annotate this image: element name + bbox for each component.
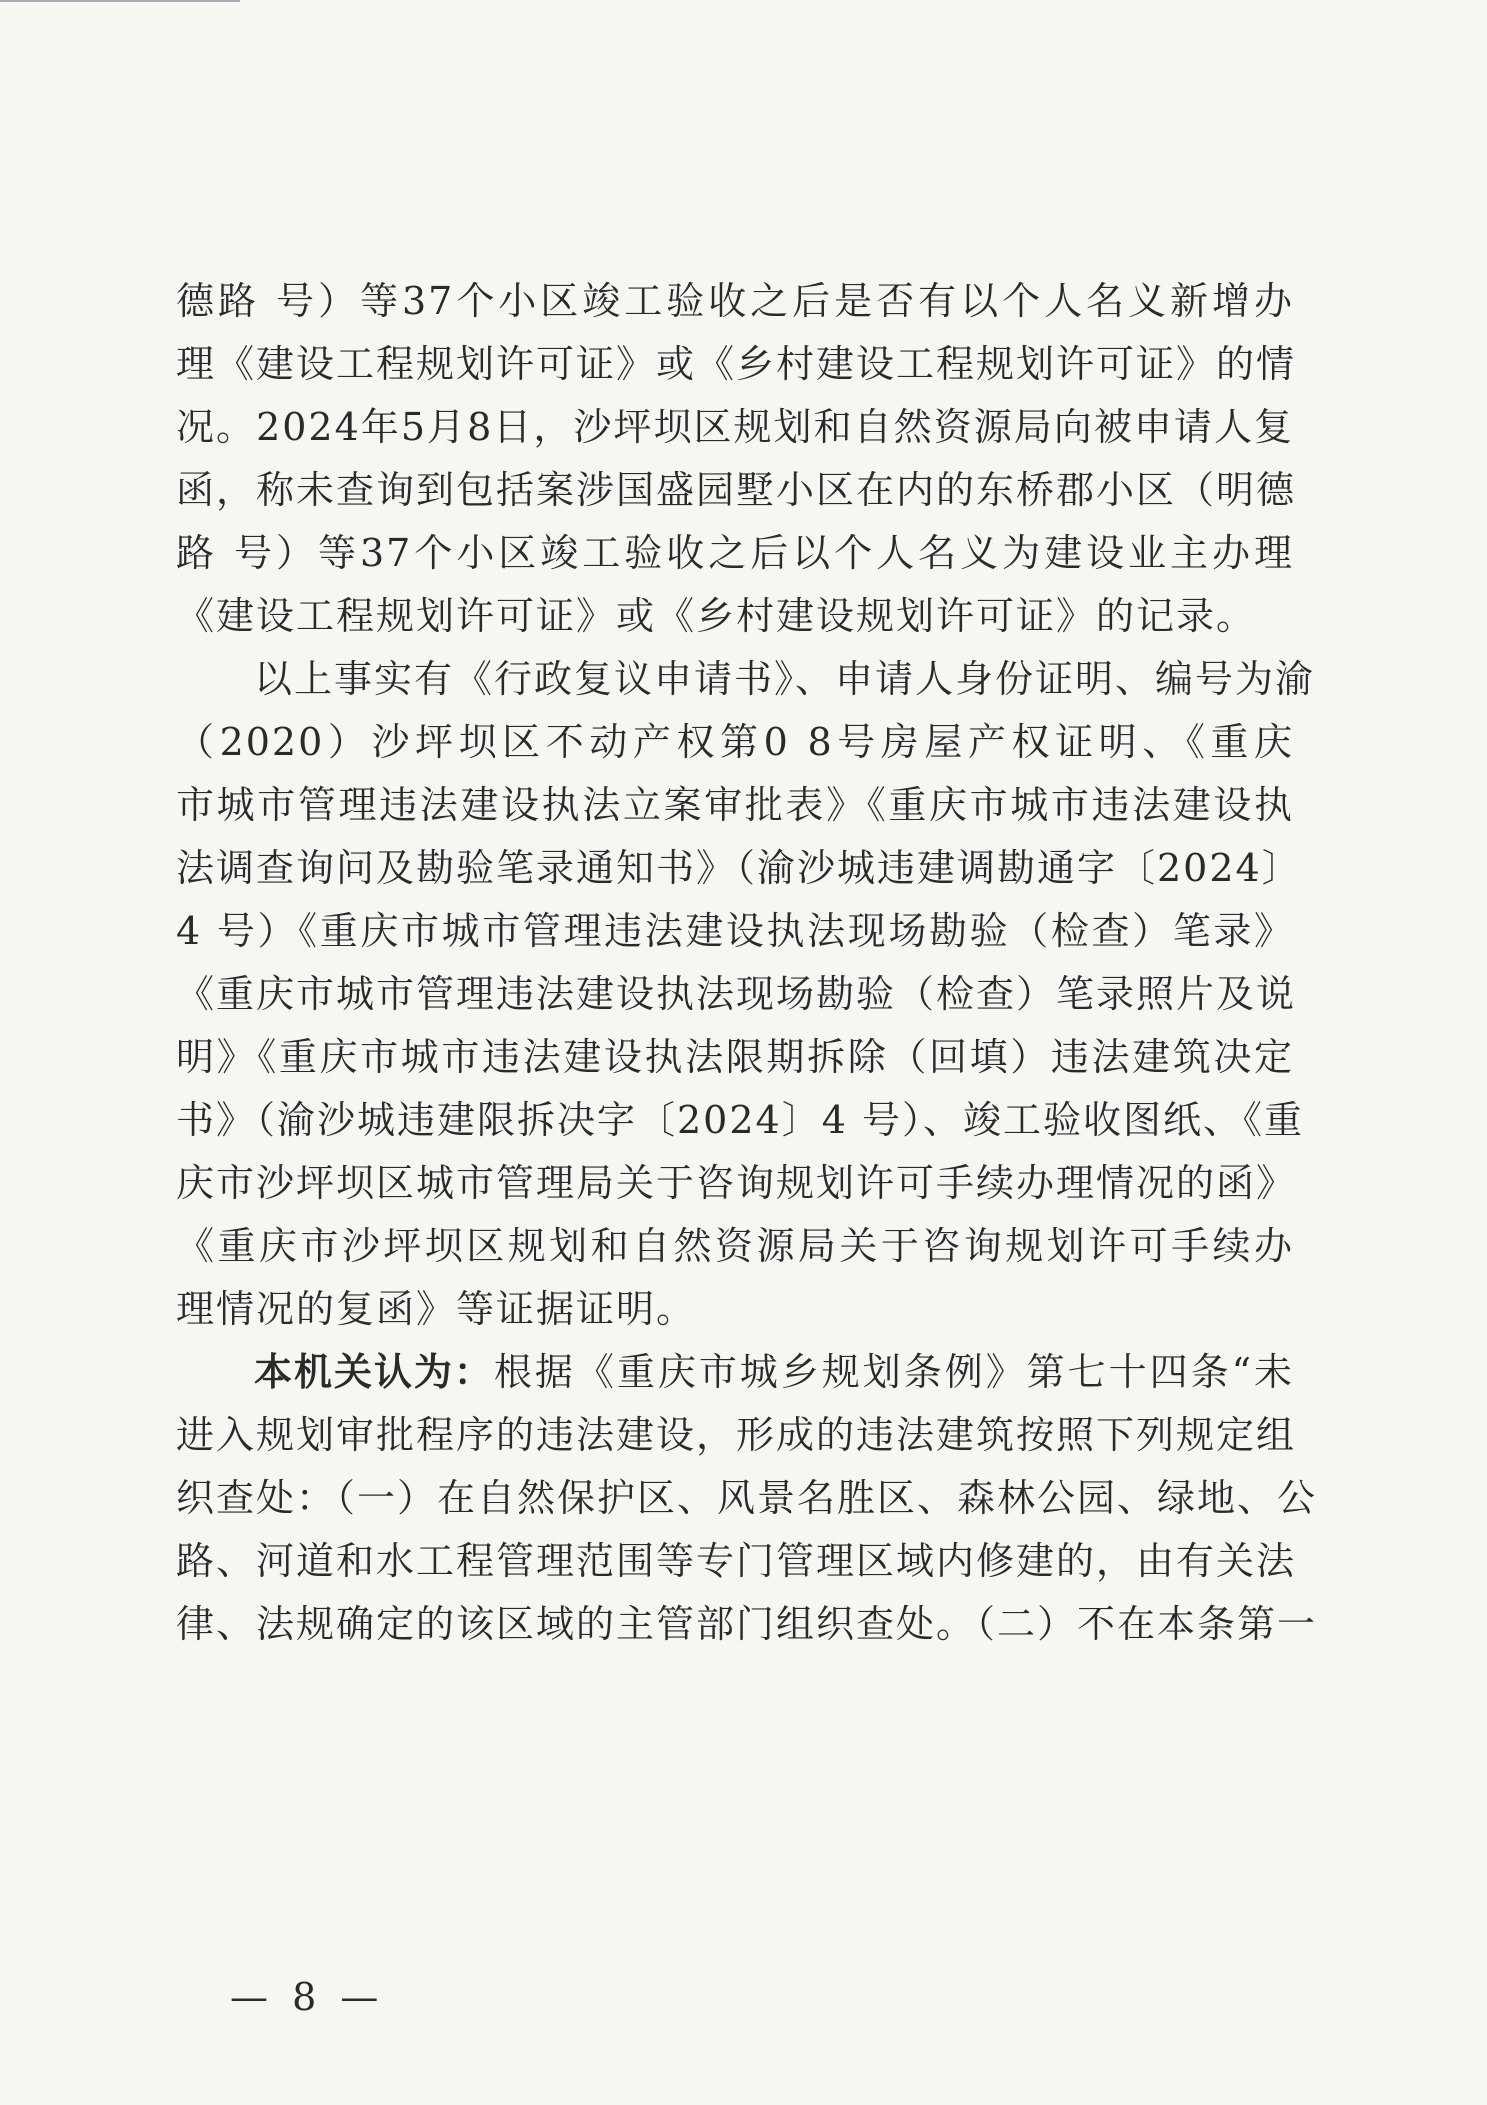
conclusion-text: 根据《重庆市城乡规划条例》第七十四条“未 bbox=[493, 1350, 1294, 1394]
text-line: 路 号）等37个小区竣工验收之后以个人名义为建设业主办理 bbox=[176, 531, 1294, 575]
text-line: 书》（渝沙城违建限拆决字〔2024〕4 号）、竣工验收图纸、《重 bbox=[176, 1098, 1304, 1142]
text-line: 理情况的复函》等证据证明。 bbox=[176, 1287, 697, 1331]
text-line: （2020）沙坪坝区不动产权第0 8号房屋产权证明、《重庆 bbox=[176, 720, 1294, 764]
text-line: 路、河道和水工程管理范围等专门管理区域内修建的，由有关法 bbox=[176, 1539, 1297, 1583]
text-line: 律、法规确定的该区域的主管部门组织查处。（二）不在本条第一 bbox=[176, 1602, 1318, 1646]
paragraph-start-line: 以上事实有《行政复议申请书》、申请人身份证明、编号为渝 bbox=[254, 657, 1316, 701]
text-line: 明》《重庆市城市违法建设执法限期拆除（回填）违法建筑决定 bbox=[176, 1035, 1294, 1079]
text-line: 函，称未查询到包括案涉国盛园墅小区在内的东桥郡小区（明德 bbox=[176, 468, 1297, 512]
conclusion-label: 本机关认为： bbox=[254, 1350, 494, 1394]
text-line: 《重庆市沙坪坝区规划和自然资源局关于咨询规划许可手续办 bbox=[176, 1224, 1294, 1268]
text-line: 4 号）《重庆市城市管理违法建设执法现场勘验（检查）笔录》 bbox=[176, 909, 1294, 953]
text-line: 德路 号）等37个小区竣工验收之后是否有以个人名义新增办 bbox=[176, 279, 1294, 323]
text-line: 法调查询问及勘验笔录通知书》（渝沙城违建调勘通字〔2024〕 bbox=[176, 846, 1302, 890]
text-line: 进入规划审批程序的违法建设，形成的违法建筑按照下列规定组 bbox=[176, 1413, 1297, 1457]
page-number: — 8 — bbox=[230, 1975, 385, 2019]
scan-edge-rule bbox=[0, 0, 240, 2]
text-line: 《建设工程规划许可证》或《乡村建设规划许可证》的记录。 bbox=[176, 594, 1257, 638]
text-line: 理《建设工程规划许可证》或《乡村建设工程规划许可证》的情 bbox=[176, 342, 1297, 386]
body-text bbox=[176, 270, 1318, 1656]
text-line: 况。2024年5月8日，沙坪坝区规划和自然资源局向被申请人复 bbox=[176, 405, 1294, 449]
text-line: 织查处：（一）在自然保护区、风景名胜区、森林公园、绿地、公 bbox=[176, 1476, 1318, 1520]
text-line: 《重庆市城市管理违法建设执法现场勘验（检查）笔录照片及说 bbox=[176, 972, 1297, 1016]
text-line: 庆市沙坪坝区城市管理局关于咨询规划许可手续办理情况的函》 bbox=[176, 1161, 1297, 1205]
text-line: 市城市管理违法建设执法立案审批表》《重庆市城市违法建设执 bbox=[176, 783, 1294, 827]
conclusion-first-line bbox=[176, 1341, 1294, 1404]
